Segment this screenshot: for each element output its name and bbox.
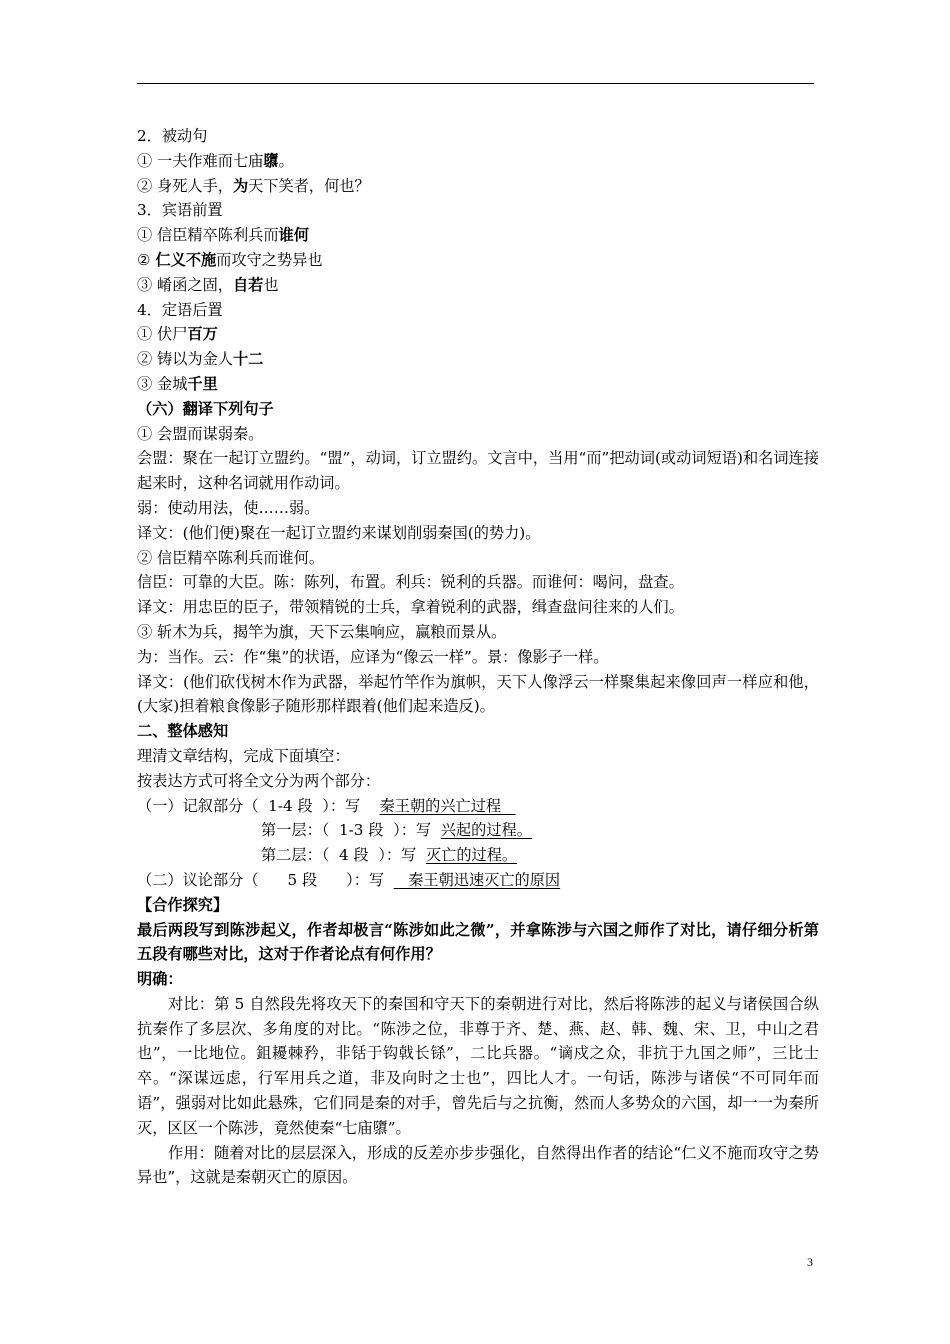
structure-part-1: （一）记叙部分（ 1-4 段 ）：写 秦王朝的兴亡过程 xyxy=(137,796,516,815)
translate-line: 译文：用忠臣的臣子，带领精锐的士兵，拿着锐利的武器，缉查盘问往来的人们。 xyxy=(137,598,684,617)
fill-answer: 兴起的过程。 xyxy=(440,821,532,840)
example-item: ② 仁义不施而攻守之势异也 xyxy=(137,250,323,269)
overall-line: 理清文章结构，完成下面填空： xyxy=(137,746,350,765)
translate-line: 译文：(他们便)聚在一起订立盟约来谋划削弱秦国(的势力)。 xyxy=(137,523,541,542)
answer-label: 明确： xyxy=(137,970,183,989)
question-text: 最后两段写到陈涉起义，作者却极言“陈涉如此之微”，并拿陈涉与六国之师作了对比，请仔细分析第五段有哪些对比，这对于作者论点有何作用？ xyxy=(137,920,819,964)
fill-answer: 秦王朝的兴亡过程 xyxy=(379,796,516,815)
translate-line: 信臣：可靠的大臣。陈：陈列，布置。利兵：锐利的兵器。而谁何：喝问，盘查。 xyxy=(137,573,684,592)
section-heading-object-fronting: 3．宾语前置 xyxy=(137,201,223,220)
example-item: ① 伏尸百万 xyxy=(137,325,218,344)
translate-line: ② 信臣精卒陈利兵而谁何。 xyxy=(137,548,325,567)
example-item: ② 身死人手，为天下笑者，何也？ xyxy=(137,176,370,195)
page-number: 3 xyxy=(807,1255,813,1269)
overall-line: 按表达方式可将全文分为两个部分： xyxy=(137,771,380,790)
example-item: ① 信臣精卒陈利兵而谁何 xyxy=(137,226,309,245)
answer-paragraph: 对比：第 5 自然段先将攻天下的秦国和守天下的秦朝进行对比，然后将陈涉的起义与诸侯国合纵抗秦作了多层次、多角度的对比。“陈涉之位，非尊于齐、楚、燕、赵、韩、魏、宋、卫，中山之君也”，一比地位。鉏耰棘矜，非铦于钩戟长铩”，二比兵器。“谪戍之众，非抗于九国之师”，三比士卒。“深谋远虑，行军用兵之道，非及向时之士也”，四比人才。一句话，陈涉与诸侯“不可同年而语”，强弱对比如此悬殊，它们同是秦的对手，曾先后与之抗衡，然而人多势众的六国，却一一为秦所灭，区区一个陈涉，竟然使秦“七庙隳”。 xyxy=(137,994,819,1137)
section-heading-cooperation: 【合作探究】 xyxy=(137,895,229,914)
section-heading-postposed-attributive: 4．定语后置 xyxy=(137,300,223,319)
translate-line: 会盟：聚在一起订立盟约。“盟”，动词，订立盟约。文言中，当用“而”把动词(或动词短语)和名词连接起来时，这种名词就用作动词。 xyxy=(137,449,819,493)
section-heading-translate: （六）翻译下列句子 xyxy=(137,399,274,418)
translate-line: 弱：使动用法，使……弱。 xyxy=(137,498,320,517)
translate-line: ① 会盟而谋弱秦。 xyxy=(137,424,264,443)
section-heading-passive: 2．被动句 xyxy=(137,127,208,145)
translate-line: 译文：(他们砍伐树木作为武器，举起竹竿作为旗帜，天下人像浮云一样聚集起来像回声一样应和他，(大家)担着粮食像影子随形那样跟着(他们起来造反)。 xyxy=(137,672,819,716)
fill-answer: 秦王朝迅速灭亡的原因 xyxy=(393,870,561,889)
page-content xyxy=(137,124,819,1190)
translate-line: 为：当作。云：作“集”的状语，应译为“像云一样”。景：像影子一样。 xyxy=(137,647,609,666)
structure-layer-1: 第一层：（ 1-3 段 ）：写 兴起的过程。 xyxy=(261,821,532,840)
fill-answer: 灭亡的过程。 xyxy=(425,846,518,865)
example-item: ③ 崤函之固，自若也 xyxy=(137,275,279,294)
section-heading-overall: 二、整体感知 xyxy=(137,722,229,741)
structure-layer-2: 第二层：（ 4 段 ）：写 灭亡的过程。 xyxy=(261,846,518,865)
example-item: ② 铸以为金人十二 xyxy=(137,350,264,369)
translate-line: ③ 斩木为兵，揭竿为旗，天下云集响应，赢粮而景从。 xyxy=(137,622,507,641)
example-item: ③ 金城千里 xyxy=(137,374,218,393)
example-item: ① 一夫作难而七庙隳。 xyxy=(137,151,294,170)
structure-part-2: （二）议论部分（ 5 段 ）：写 秦王朝迅速灭亡的原因 xyxy=(137,870,561,889)
answer-paragraph: 作用：随着对比的层层深入，形成的反差亦步步强化，自然得出作者的结论“仁义不施而攻守之势异也”，这就是秦朝灭亡的原因。 xyxy=(137,1143,819,1187)
header-rule xyxy=(137,83,814,84)
